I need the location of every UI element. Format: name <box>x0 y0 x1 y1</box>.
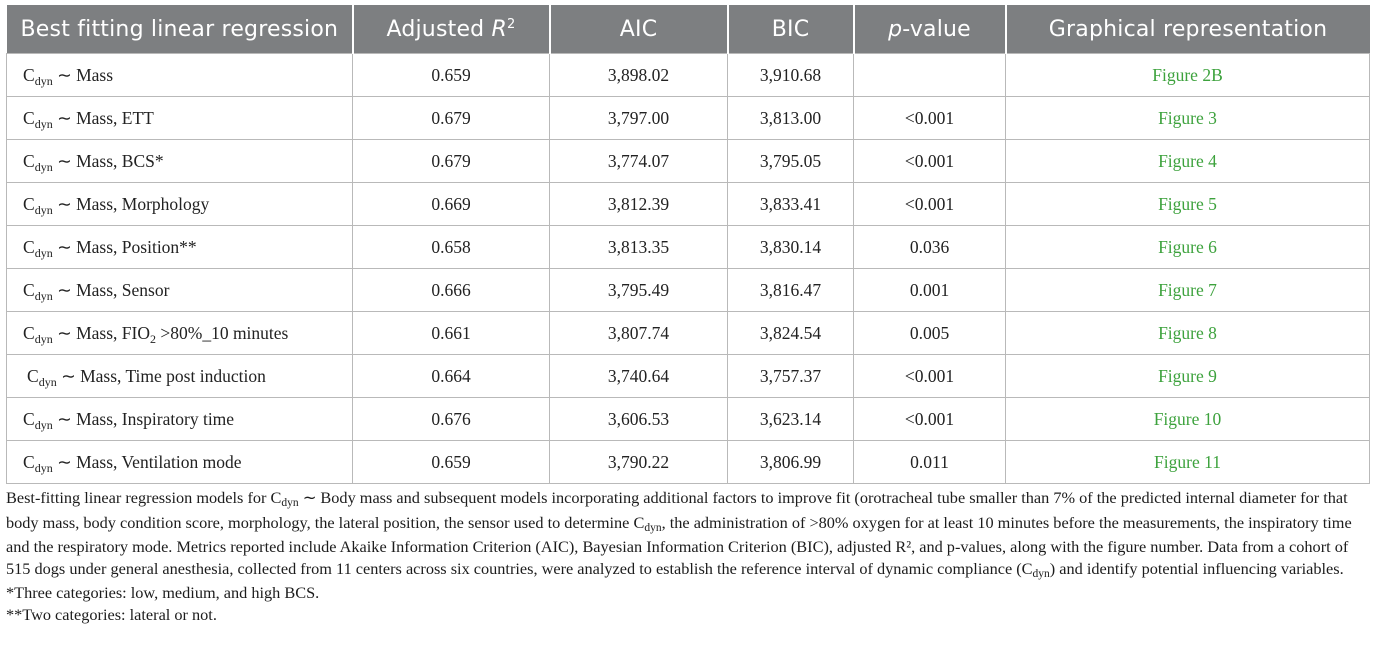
header-r-sup: 2 <box>507 16 516 32</box>
cell-pvalue: <0.001 <box>854 355 1006 398</box>
cell-aic: 3,606.53 <box>550 398 728 441</box>
cdyn-symbol: C <box>23 236 35 257</box>
cdyn-symbol: C <box>27 365 39 386</box>
table-row <box>7 398 1370 441</box>
cell-model <box>7 140 353 183</box>
cdyn-subscript: dyn <box>34 417 53 432</box>
cell-pvalue: <0.001 <box>854 183 1006 226</box>
header-model: Best fitting linear regression <box>7 5 353 54</box>
cell-pvalue: 0.005 <box>854 312 1006 355</box>
model-terms: ∼ Mass, BCS* <box>52 150 164 171</box>
caption-c-sub-3: dyn <box>1032 567 1050 580</box>
table-container <box>6 5 1369 484</box>
model-terms: ∼ Mass, Position** <box>52 236 197 257</box>
cdyn-subscript: dyn <box>34 202 53 217</box>
cell-adjusted-r2: 0.679 <box>353 140 550 183</box>
caption-part1: Best-fitting linear regression models for <box>6 488 271 507</box>
cell-model <box>7 355 353 398</box>
cell-bic: 3,824.54 <box>728 312 854 355</box>
table-row <box>7 269 1370 312</box>
figure-link[interactable]: Figure 2B <box>1006 54 1370 97</box>
model-terms: ∼ Mass, Time post induction <box>56 365 266 386</box>
figure-link[interactable]: Figure 10 <box>1006 398 1370 441</box>
cell-adjusted-r2: 0.659 <box>353 54 550 97</box>
cell-bic: 3,830.14 <box>728 226 854 269</box>
cell-aic: 3,807.74 <box>550 312 728 355</box>
table-row <box>7 355 1370 398</box>
table-caption <box>6 487 1369 626</box>
header-pvalue-rest: -value <box>902 16 971 42</box>
figure-link[interactable]: Figure 7 <box>1006 269 1370 312</box>
cell-aic: 3,795.49 <box>550 269 728 312</box>
cdyn-subscript: dyn <box>34 245 53 260</box>
footnote-1: *Three categories: low, medium, and high BCS. <box>6 583 320 603</box>
model-terms: ∼ Mass, FIO <box>52 322 150 343</box>
cell-adjusted-r2: 0.666 <box>353 269 550 312</box>
cell-adjusted-r2: 0.669 <box>353 183 550 226</box>
cell-adjusted-r2: 0.661 <box>353 312 550 355</box>
caption-c-3: C <box>1021 558 1033 578</box>
cdyn-symbol: C <box>23 107 35 128</box>
figure-link[interactable]: Figure 11 <box>1006 441 1370 484</box>
cell-aic: 3,790.22 <box>550 441 728 484</box>
figure-link[interactable]: Figure 4 <box>1006 140 1370 183</box>
cdyn-subscript: dyn <box>34 331 53 346</box>
cell-pvalue: 0.001 <box>854 269 1006 312</box>
header-p-italic: p <box>888 16 903 42</box>
table-row <box>7 312 1370 355</box>
cell-bic: 3,833.41 <box>728 183 854 226</box>
cell-model <box>7 269 353 312</box>
cell-bic: 3,757.37 <box>728 355 854 398</box>
caption-c-sub: dyn <box>281 497 299 509</box>
table-row <box>7 140 1370 183</box>
cdyn-symbol: C <box>23 279 35 300</box>
caption-paragraph <box>6 487 1369 582</box>
cell-model <box>7 97 353 140</box>
caption-c-2: C <box>633 512 645 532</box>
cell-bic: 3,816.47 <box>728 269 854 312</box>
cdyn-subscript: dyn <box>34 460 53 475</box>
table-row <box>7 226 1370 269</box>
figure-link[interactable]: Figure 6 <box>1006 226 1370 269</box>
cell-bic: 3,623.14 <box>728 398 854 441</box>
cell-bic: 3,910.68 <box>728 54 854 97</box>
cell-pvalue: <0.001 <box>854 140 1006 183</box>
model-terms: ∼ Mass, ETT <box>52 107 154 128</box>
figure-link[interactable]: Figure 5 <box>1006 183 1370 226</box>
caption-c: C <box>270 488 282 507</box>
model-terms: ∼ Mass, Sensor <box>52 279 170 300</box>
caption-part3: , the administration of >80% oxygen for at least 10 minutes before the measurements, the inspiratory time and the respiratory mode. Metrics reported include Akaike Information Criterion (AIC), Bayesian Information Criterion (BIC), adjusted R², and p-values, along with the figure number. Data from a cohort of 515 dogs under general anesthesia, collected from 11 centers across six countries, were analyzed to establish the reference interval of dynamic compliance ( <box>6 512 1352 578</box>
cell-adjusted-r2: 0.664 <box>353 355 550 398</box>
header-r-italic: R <box>491 16 508 42</box>
cell-adjusted-r2: 0.676 <box>353 398 550 441</box>
cell-pvalue: <0.001 <box>854 398 1006 441</box>
cell-model <box>7 226 353 269</box>
cdyn-symbol: C <box>23 64 35 85</box>
table-row <box>7 183 1370 226</box>
cdyn-symbol: C <box>23 193 35 214</box>
cdyn-symbol: C <box>23 150 35 171</box>
model-terms: ∼ Mass, Morphology <box>52 193 210 214</box>
cell-pvalue: <0.001 <box>854 97 1006 140</box>
cdyn-symbol: C <box>23 451 35 472</box>
cell-adjusted-r2: 0.679 <box>353 97 550 140</box>
cell-model <box>7 398 353 441</box>
cell-pvalue <box>854 54 1006 97</box>
header-adjusted-label: Adjusted <box>386 16 492 42</box>
header-adjusted-r2 <box>353 5 550 54</box>
cell-adjusted-r2: 0.658 <box>353 226 550 269</box>
caption-c-sub-2: dyn <box>644 521 662 534</box>
cdyn-symbol: C <box>23 322 35 343</box>
table-row <box>7 54 1370 97</box>
footnote-2: **Two categories: lateral or not. <box>6 604 217 624</box>
cell-model <box>7 54 353 97</box>
cell-aic: 3,813.35 <box>550 226 728 269</box>
regression-table <box>6 5 1370 484</box>
figure-link[interactable]: Figure 8 <box>1006 312 1370 355</box>
cell-model <box>7 312 353 355</box>
model-terms: ∼ Mass <box>52 64 114 85</box>
cdyn-subscript: dyn <box>34 288 53 303</box>
cdyn-subscript: dyn <box>34 73 53 88</box>
cdyn-subscript: dyn <box>34 116 53 131</box>
cell-adjusted-r2: 0.659 <box>353 441 550 484</box>
header-graphical: Graphical representation <box>1006 5 1370 54</box>
cell-aic: 3,898.02 <box>550 54 728 97</box>
figure-link[interactable]: Figure 9 <box>1006 355 1370 398</box>
cdyn-subscript: dyn <box>38 374 57 389</box>
header-pvalue <box>854 5 1006 54</box>
table-row <box>7 441 1370 484</box>
cell-aic: 3,740.64 <box>550 355 728 398</box>
cdyn-subscript: dyn <box>34 159 53 174</box>
fio2-subscript: 2 <box>150 331 156 346</box>
cell-pvalue: 0.011 <box>854 441 1006 484</box>
cell-aic: 3,797.00 <box>550 97 728 140</box>
cell-pvalue: 0.036 <box>854 226 1006 269</box>
caption-part2: ∼ Body mass and subsequent models incorporating additional factors to improve fit (orotracheal tube smaller than 7% of the predicted internal diameter for that body mass, body condition score, morphology, the lateral position, the sensor used to determine <box>6 488 1348 532</box>
cell-model <box>7 441 353 484</box>
cdyn-symbol: C <box>23 408 35 429</box>
header-bic: BIC <box>728 5 854 54</box>
cell-aic: 3,812.39 <box>550 183 728 226</box>
cell-aic: 3,774.07 <box>550 140 728 183</box>
cell-bic: 3,806.99 <box>728 441 854 484</box>
header-aic: AIC <box>550 5 728 54</box>
model-terms: ∼ Mass, Inspiratory time <box>52 408 235 429</box>
model-terms: ∼ Mass, Ventilation mode <box>52 451 242 472</box>
caption-part4: ) and identify potential influencing variables. <box>1049 558 1344 578</box>
cell-bic: 3,813.00 <box>728 97 854 140</box>
header-row <box>7 5 1370 54</box>
table-row <box>7 97 1370 140</box>
cell-model <box>7 183 353 226</box>
model-terms-rest: >80%_10 minutes <box>156 322 289 343</box>
cell-bic: 3,795.05 <box>728 140 854 183</box>
figure-link[interactable]: Figure 3 <box>1006 97 1370 140</box>
